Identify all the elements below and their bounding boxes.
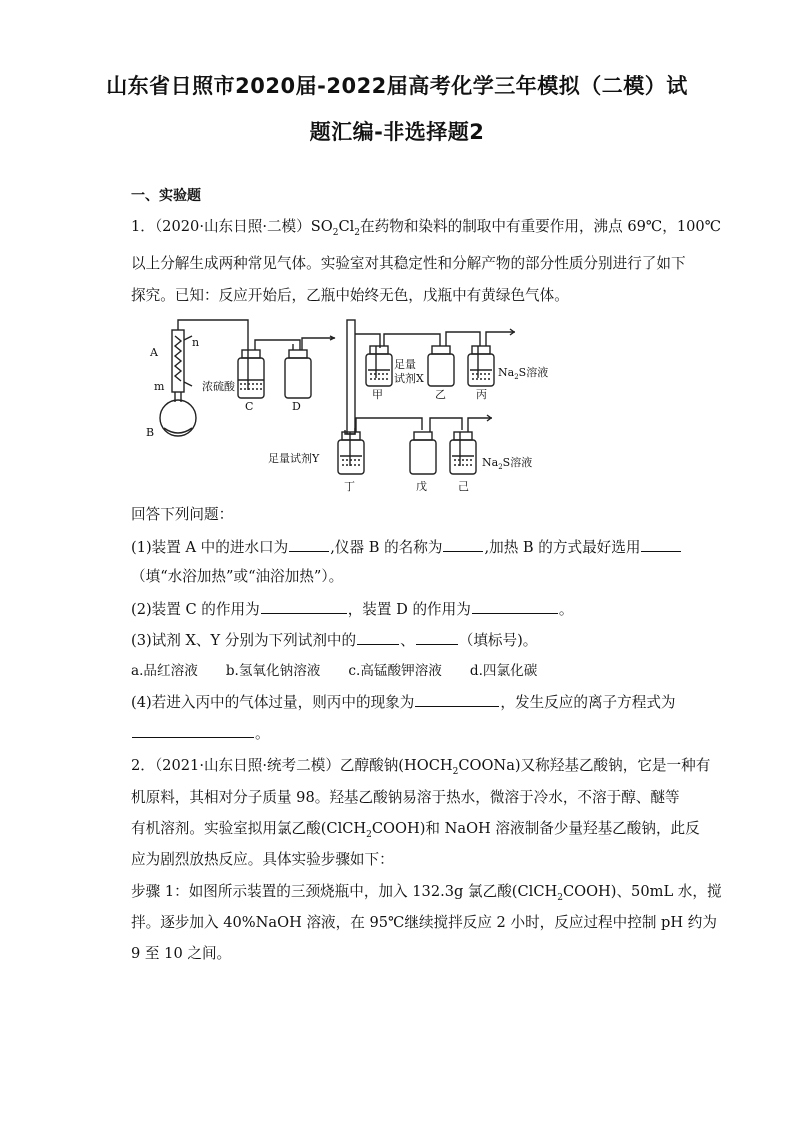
- label-a: A: [150, 346, 158, 359]
- answer-blank[interactable]: [416, 630, 458, 645]
- label-na2s-top: $Na_2S$溶液: [498, 366, 549, 381]
- label-wu: 戊: [416, 480, 427, 493]
- q2-line3: 有机溶剂。实验室拟用氯乙酸(ClCH$_2$COOH)和 NaOH 溶液制备少量羟基乙酸钠，此反: [131, 820, 700, 840]
- label-b: B: [146, 426, 155, 439]
- option-c: c.高锰酸钾溶液: [348, 663, 442, 679]
- q2-line4: 应为剧烈放热反应。具体实验步骤如下：: [131, 851, 394, 868]
- q2-line2: 机原料，其相对分子质量 98。羟基乙酸钠易溶于热水，微溶于冷水，不溶于醇、醚等: [131, 789, 680, 806]
- label-d: D: [292, 400, 301, 413]
- label-c: C: [245, 400, 254, 413]
- option-d: d.四氯化碳: [469, 663, 538, 679]
- label-m: m: [154, 380, 165, 393]
- answer-blank[interactable]: [289, 537, 329, 552]
- q1-options: [131, 661, 565, 681]
- bottle-wu: [410, 422, 436, 474]
- q2-line1: 2．（2021·山东日照·统考二模）乙醇酸钠$(HOCH_2COONa)$又称羟基乙酸钠，它是一种有: [131, 757, 711, 777]
- label-n: n: [192, 336, 200, 349]
- document-title-line2: 题汇编-非选择题2: [309, 120, 485, 144]
- section-heading: 一、实验题: [131, 188, 201, 204]
- bottle-jia: [366, 338, 392, 386]
- bottle-yi: [428, 336, 454, 386]
- label-yi: 乙: [435, 388, 446, 401]
- q1-intro-line3: 探究。已知：反应开始后，乙瓶中始终无色，戊瓶中有黄绿色气体。: [131, 287, 569, 304]
- label-nongliusuan: 浓硫酸: [202, 380, 235, 393]
- q1-intro-line1: 1．（2020·山东日照·二模）$SO_2Cl_2$在药物和染料的制取中有重要作用，沸点 69℃，100℃: [131, 218, 722, 238]
- q1-part2: (2)装置 C 的作用为 ，装置 D 的作用为 。: [131, 601, 574, 618]
- condenser-a: [172, 322, 192, 392]
- label-zuliang: 足量: [394, 358, 416, 371]
- answer-blank[interactable]: [641, 537, 681, 552]
- label-na2s-bottom: $Na_2S$溶液: [482, 456, 533, 471]
- bottle-ji: [450, 422, 476, 474]
- q1-part4-line2: 。: [131, 723, 270, 744]
- q1-part1-line2: （填“水浴加热”或“油浴加热”）。: [131, 568, 344, 585]
- q2-line5: 步骤 1：如图所示装置的三颈烧瓶中，加入 132.3g 氯乙酸(ClCH$_2$COOH)、50mL 水，搅: [131, 883, 722, 903]
- answer-prompt: 回答下列问题：: [131, 506, 234, 523]
- q2-line6: 拌。逐步加入 40%NaOH 溶液，在 95℃继续搅拌反应 2 小时，反应过程中控制 pH 约为: [131, 914, 717, 931]
- answer-blank[interactable]: [132, 723, 254, 738]
- bottle-bing: [468, 336, 494, 386]
- label-ji: 己: [458, 480, 469, 493]
- q1-intro-line2: 以上分解生成两种常见气体。实验室对其稳定性和分解产物的部分性质分别进行了如下: [131, 255, 686, 272]
- answer-blank[interactable]: [357, 630, 399, 645]
- label-ding: 丁: [344, 480, 355, 493]
- q1-part1-line1: (1)装置 A 中的进水口为 ,仪器 B 的名称为 ,加热 B 的方式最好选用: [131, 537, 682, 558]
- option-a: a.品红溶液: [131, 663, 198, 679]
- label-zuliang-y: 足量试剂Y: [268, 452, 320, 465]
- q1-part4-line1: (4)若进入丙中的气体过量，则丙中的现象为 ，发生反应的离子方程式为: [131, 694, 676, 711]
- q1-part3: (3)试剂 X、Y 分别为下列试剂中的 、 （填标号)。: [131, 632, 538, 649]
- answer-blank[interactable]: [443, 537, 483, 552]
- bottle-c: [238, 344, 264, 398]
- option-b: b.氢氧化钠溶液: [225, 663, 321, 679]
- flask-b: [160, 392, 196, 436]
- bottle-d: [285, 342, 311, 398]
- document-title-line1: 山东省日照市2020届-2022届高考化学三年模拟（二模）试: [106, 74, 688, 98]
- q1-source: 1．（2020·山东日照·二模）: [131, 218, 311, 235]
- label-jia: 甲: [372, 388, 383, 401]
- label-shiji-x: 试剂X: [394, 372, 424, 385]
- answer-blank[interactable]: [472, 599, 558, 614]
- bottle-ding: [338, 422, 364, 474]
- apparatus-diagram: [140, 318, 560, 498]
- answer-blank[interactable]: [261, 599, 347, 614]
- answer-blank[interactable]: [415, 692, 499, 707]
- q2-line7: 9 至 10 之间。: [131, 945, 232, 962]
- q1-formula: $SO_2Cl_2$: [310, 218, 361, 238]
- label-bing: 丙: [476, 388, 487, 401]
